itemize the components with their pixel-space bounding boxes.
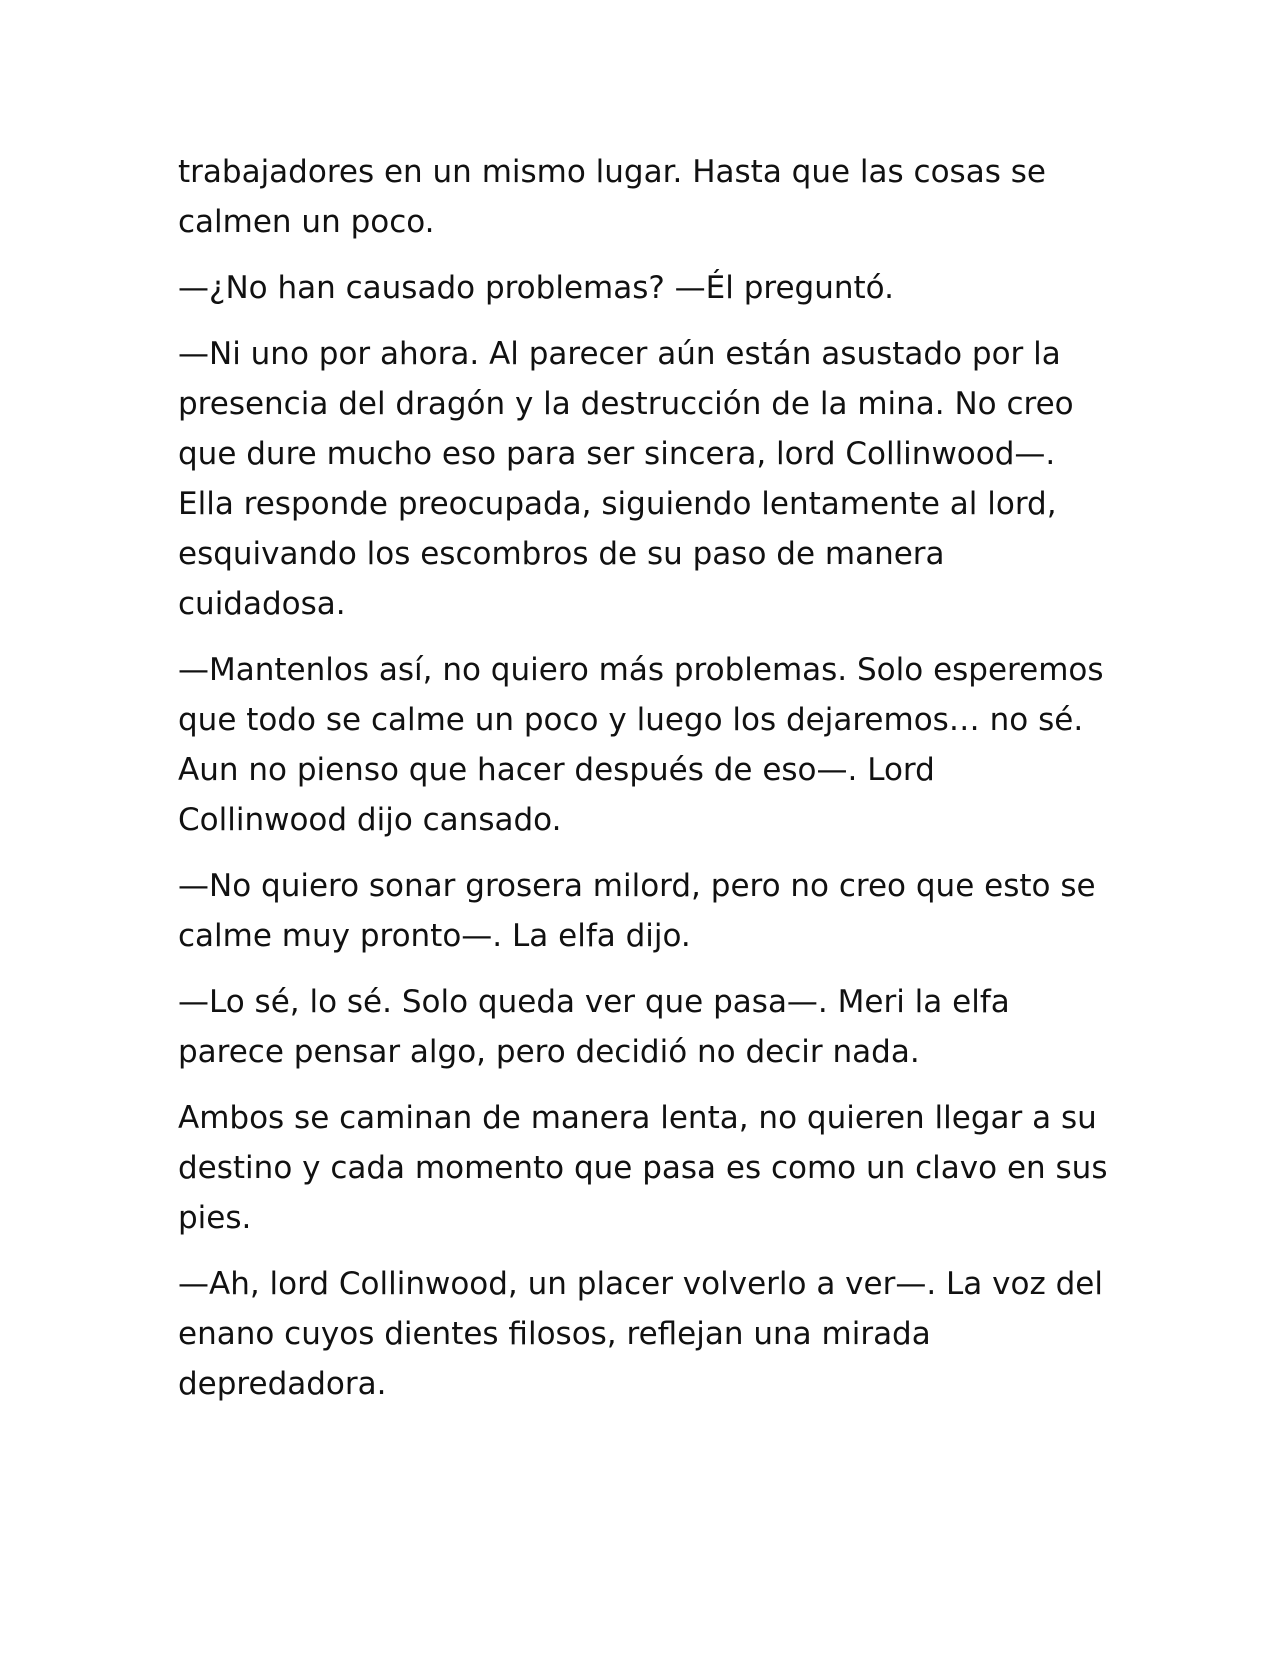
paragraph: —Lo sé, lo sé. Solo queda ver que pasa—. Meri la elfa parece pensar algo, pero decidió no decir nada. — [178, 984, 1010, 1070]
paragraph: —No quiero sonar grosera milord, pero no creo que esto se calme muy pronto—. La elfa dijo. — [178, 868, 1096, 954]
paragraph: —Ni uno por ahora. Al parecer aún están asustado por la presencia del dragón y la destrucción de la mina. No creo que dure mucho eso para ser sincera, lord Collinwood—. Ella responde preocupada, siguiendo lentamente al lord, esquivando los escombros de su paso de manera cuidadosa. — [178, 336, 1074, 622]
paragraph: trabajadores en un mismo lugar. Hasta que las cosas se calmen un poco. — [178, 154, 1046, 240]
paragraph: —Mantenlos así, no quiero más problemas. Solo esperemos que todo se calme un poco y luego los dejaremos… no sé. Aun no pienso que hacer después de eso—. Lord Collinwood dijo cansado. — [178, 652, 1104, 838]
paragraph: —¿No han causado problemas? —Él preguntó. — [178, 270, 894, 306]
paragraph: —Ah, lord Collinwood, un placer volverlo a ver—. La voz del enano cuyos dientes filosos, reflejan una mirada depredadora. — [178, 1266, 1103, 1402]
document-body — [178, 147, 1108, 1425]
paragraph: Ambos se caminan de manera lenta, no quieren llegar a su destino y cada momento que pasa es como un clavo en sus pies. — [178, 1100, 1108, 1236]
